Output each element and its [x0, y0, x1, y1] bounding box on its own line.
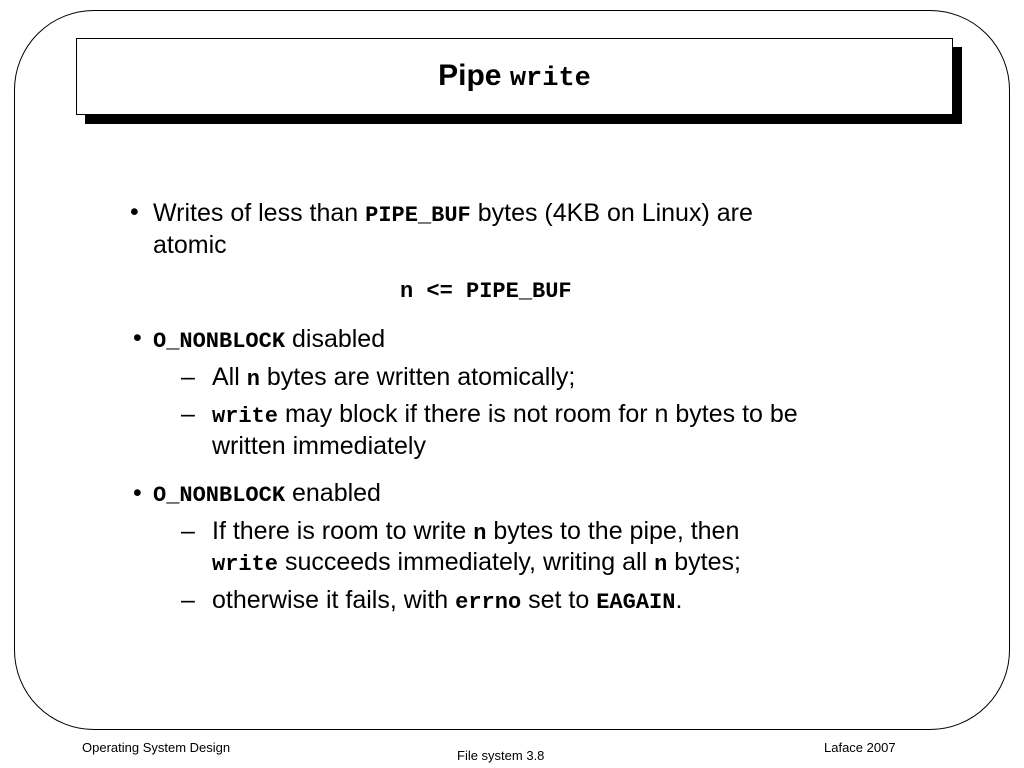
bullet-2-sub-1-post: bytes are written atomically; — [266, 363, 576, 391]
bullet-3-sub-2-code2: EAGAIN — [596, 590, 676, 615]
bullet-2-sub-1-pre: All — [212, 363, 240, 391]
title-code: write — [509, 64, 591, 94]
bullet-2-sub-2-dash: – — [181, 400, 195, 428]
bullet-3-sub-2-code: errno — [455, 590, 522, 615]
bullet-3-sub-2 — [212, 584, 682, 619]
bullet-2-sub-2-code: write — [212, 404, 279, 429]
bullet-3-sub-1 — [212, 515, 739, 550]
footer-right: Laface 2007 — [824, 740, 896, 755]
bullet-3-sub-1-l2-code: write — [212, 552, 279, 577]
bullet-3-sub-2-mid: set to — [528, 586, 590, 614]
bullet-2-sub-1-code: n — [246, 367, 260, 392]
bullet-1-marker: • — [130, 198, 139, 226]
bullet-2-sub-1-dash: – — [181, 363, 195, 391]
bullet-1-line-2: atomic — [153, 231, 227, 259]
footer-center: File system 3.8 — [457, 748, 545, 763]
bullet-3-sub-2-post: . — [675, 586, 683, 614]
title-text: Pipe — [438, 59, 502, 92]
bullet-1-line-1 — [153, 197, 753, 232]
bullet-3-line — [153, 477, 381, 512]
footer-left: Operating System Design — [82, 740, 231, 755]
bullet-3-sub-1-l2-code2: n — [654, 552, 668, 577]
bullet-3-sub-1-code: n — [473, 521, 487, 546]
bullet-1-text-post: bytes (4KB on Linux) are — [477, 199, 753, 227]
bullet-3-sub-1-l2-post: bytes; — [674, 548, 741, 576]
bullet-2-sub-2 — [212, 398, 798, 433]
bullet-3-sub-1-line-2 — [212, 546, 741, 581]
bullet-3-sub-1-dash: – — [181, 517, 195, 545]
bullet-3-sub-1-post: bytes to the pipe, then — [493, 517, 740, 545]
bullet-2-sub-2-line-2: written immediately — [212, 432, 426, 460]
bullet-3-marker: • — [133, 479, 142, 507]
bullet-3-code: O_NONBLOCK — [153, 483, 286, 508]
bullet-2-code: O_NONBLOCK — [153, 329, 286, 354]
bullet-3-sub-2-pre: otherwise it fails, with — [212, 586, 449, 614]
bullet-3-sub-1-pre: If there is room to write — [212, 517, 467, 545]
bullet-2-marker: • — [133, 324, 142, 352]
bullet-2-text: disabled — [291, 325, 386, 353]
formula: n <= PIPE_BUF — [400, 279, 572, 304]
bullet-1-code: PIPE_BUF — [365, 203, 471, 228]
bullet-2-line — [153, 323, 385, 358]
bullet-1-text-pre: Writes of less than — [153, 199, 359, 227]
bullet-2-sub-2-post: may block if there is not room for n bytes to be — [284, 400, 798, 428]
bullet-2-sub-1 — [212, 361, 575, 396]
bullet-3-sub-2-dash: – — [181, 586, 195, 614]
bullet-3-text: enabled — [291, 479, 381, 507]
bullet-3-sub-1-l2-mid: succeeds immediately, writing all — [284, 548, 648, 576]
